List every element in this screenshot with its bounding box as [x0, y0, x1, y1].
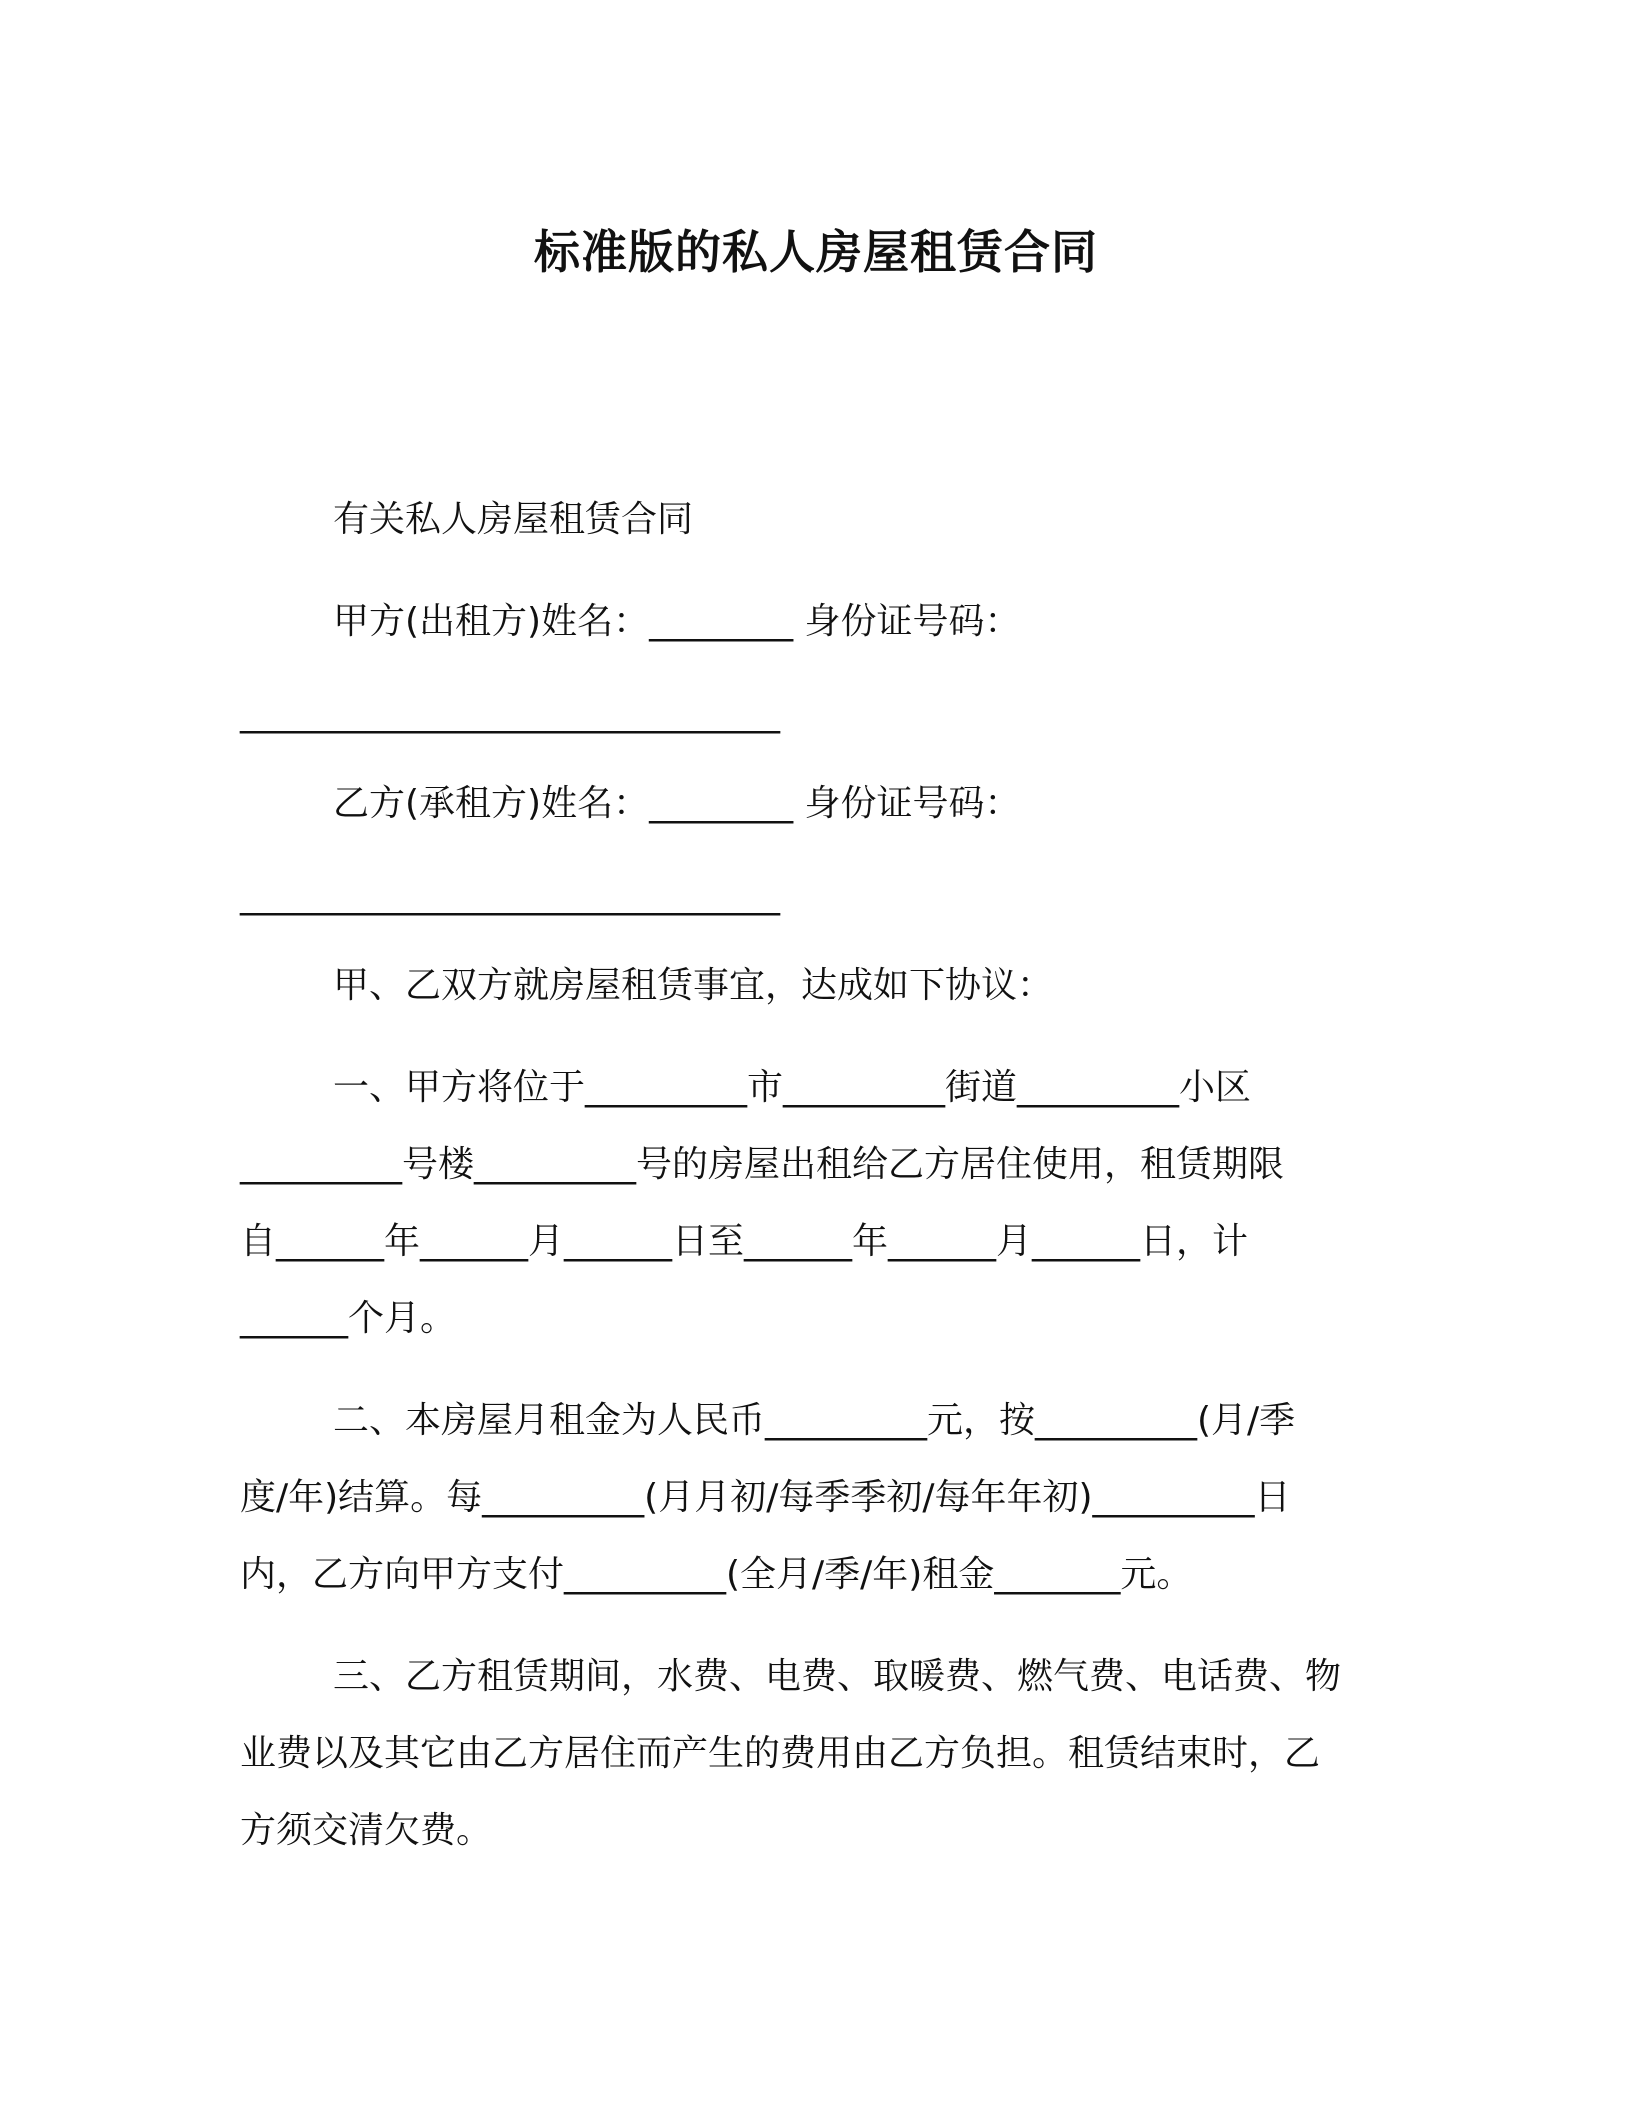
clause-1-line-2: _________号楼_________号的房屋出租给乙方居住使用，租赁期限 — [240, 1144, 1285, 1185]
clause-1-line-1: 一、甲方将位于_________市_________街道_________小区 — [333, 1067, 1252, 1108]
party-b-id-blank: ______________________________ — [240, 875, 780, 916]
party-a-line: 甲方(出租方)姓名：________ 身份证号码： — [333, 601, 1021, 642]
clause-2-line-3: 内，乙方向甲方支付_________(全月/季/年)租金_______元。 — [240, 1554, 1193, 1595]
document-subtitle: 有关私人房屋租赁合同 — [333, 499, 694, 540]
clause-2-line-1: 二、本房屋月租金为人民币_________元，按_________(月/季 — [333, 1400, 1296, 1441]
document-title: 标准版的私人房屋租赁合同 — [534, 225, 1098, 279]
agreement-intro: 甲、乙双方就房屋租赁事宜，达成如下协议： — [333, 965, 1054, 1006]
clause-3-line-1: 三、乙方租赁期间，水费、电费、取暖费、燃气费、电话费、物 — [333, 1656, 1342, 1697]
clause-2-line-2: 度/年)结算。每_________(月月初/每季季初/每年年初)_________日 — [240, 1477, 1291, 1518]
clause-1-line-4: ______个月。 — [240, 1298, 457, 1339]
party-a-id-blank: ______________________________ — [240, 693, 780, 734]
party-b-line: 乙方(承租方)姓名：________ 身份证号码： — [333, 783, 1021, 824]
clause-3-line-3: 方须交清欠费。 — [240, 1810, 493, 1851]
clause-3-line-2: 业费以及其它由乙方居住而产生的费用由乙方负担。租赁结束时，乙 — [240, 1733, 1321, 1774]
clause-1-line-3: 自______年______月______日至______年______月______日，计 — [240, 1221, 1249, 1262]
